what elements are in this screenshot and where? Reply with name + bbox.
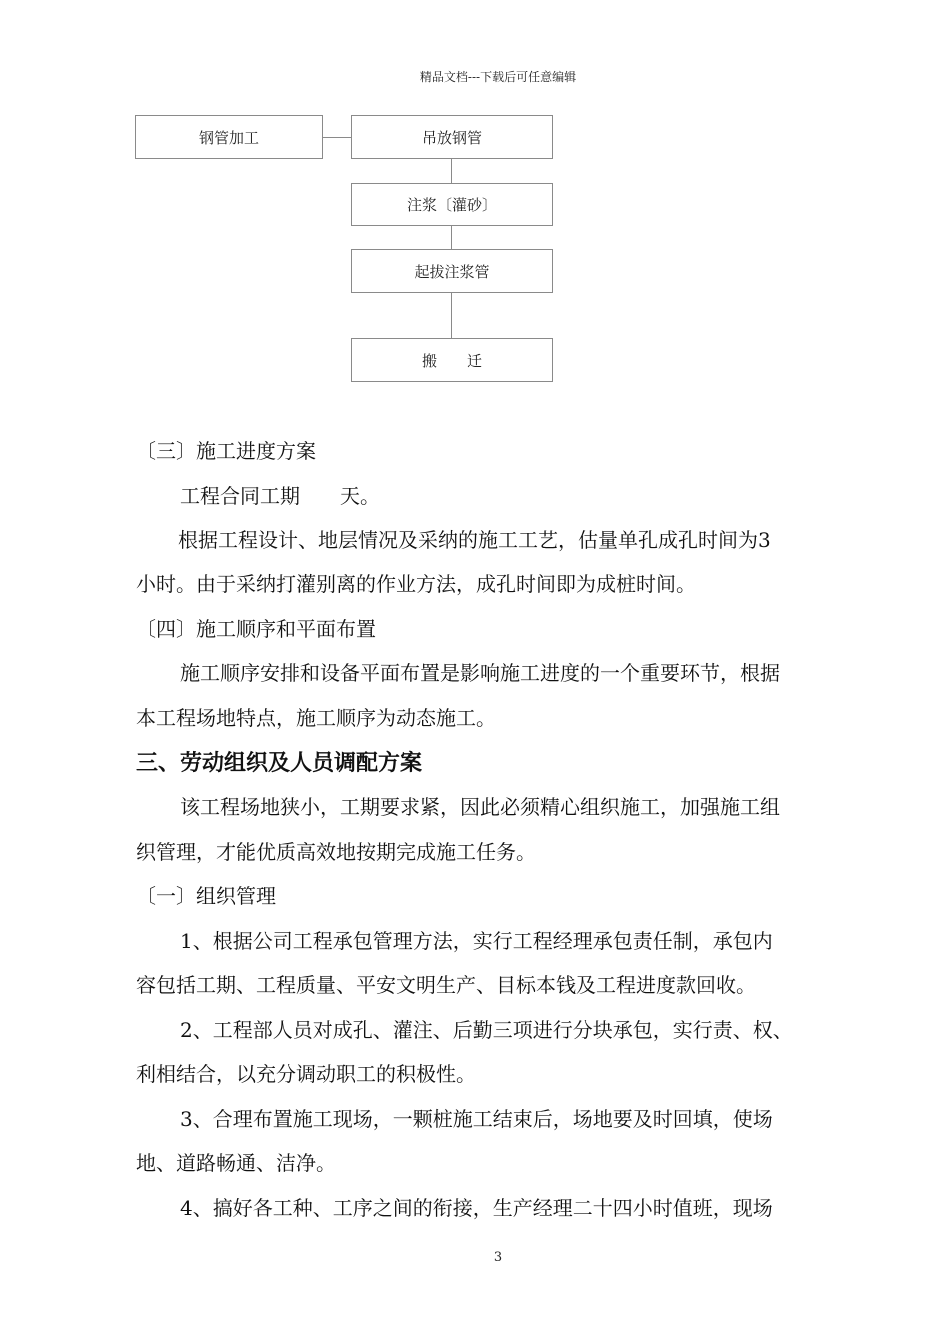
flow-connector <box>323 137 351 138</box>
flow-box-label: 注浆〔灌砂〕 <box>406 196 497 214</box>
paragraph-line: 小时。由于采纳打灌别离的作业方法，成孔时间即为成桩时间。 <box>136 572 696 596</box>
flow-box-hoist-steel-pipe <box>351 115 553 159</box>
flow-connector <box>451 293 452 338</box>
flow-box-steel-pipe-processing <box>135 115 323 159</box>
flow-box-pull-grout-pipe <box>351 249 553 293</box>
page-header: 精品文档---下载后可任意编辑 <box>419 70 577 84</box>
paragraph-line: 工程合同工期 天。 <box>180 484 380 508</box>
paragraph-line: 1、根据公司工程承包管理方法，实行工程经理承包责任制，承包内 <box>180 929 773 953</box>
flow-box-relocate <box>351 338 553 382</box>
paragraph-line: 施工顺序安排和设备平面布置是影响施工进度的一个重要环节，根据 <box>180 661 780 685</box>
paragraph-line: 3、合理布置施工现场，一颗桩施工结束后，场地要及时回填，使场 <box>180 1107 773 1131</box>
page-number: 3 <box>493 1250 503 1265</box>
flow-connector <box>451 226 452 249</box>
flow-box-grouting <box>351 183 553 226</box>
paragraph-line: 该工程场地狭小，工期要求紧，因此必须精心组织施工，加强施工组 <box>180 795 780 819</box>
paragraph-line: 利相结合，以充分调动职工的积极性。 <box>136 1062 476 1086</box>
flow-box-label: 钢管加工 <box>198 128 259 147</box>
paragraph-line: 根据工程设计、地层情况及采纳的施工工艺，估量单孔成孔时间为3 <box>178 528 771 552</box>
flow-box-label: 起拔注浆管 <box>414 262 490 281</box>
section-heading: 〔一〕组织管理 <box>136 884 276 908</box>
section-heading: 〔三〕施工进度方案 <box>136 439 316 463</box>
paragraph-line: 2、工程部人员对成孔、灌注、后勤三项进行分块承包，实行责、权、 <box>180 1018 793 1042</box>
section-heading: 〔四〕施工顺序和平面布置 <box>136 617 376 641</box>
chapter-heading: 三、劳动组织及人员调配方案 <box>136 750 423 776</box>
paragraph-line: 本工程场地特点，施工顺序为动态施工。 <box>136 706 496 730</box>
flow-box-label: 吊放钢管 <box>421 128 482 147</box>
paragraph-line: 容包括工期、工程质量、平安文明生产、目标本钱及工程进度款回收。 <box>136 973 756 997</box>
paragraph-line: 4、搞好各工种、工序之间的衔接，生产经理二十四小时值班，现场 <box>180 1196 773 1220</box>
paragraph-line: 织管理，才能优质高效地按期完成施工任务。 <box>136 840 536 864</box>
paragraph-line: 地、道路畅通、洁净。 <box>136 1151 336 1175</box>
flow-box-label: 搬 迁 <box>421 351 482 370</box>
flow-connector <box>451 159 452 183</box>
